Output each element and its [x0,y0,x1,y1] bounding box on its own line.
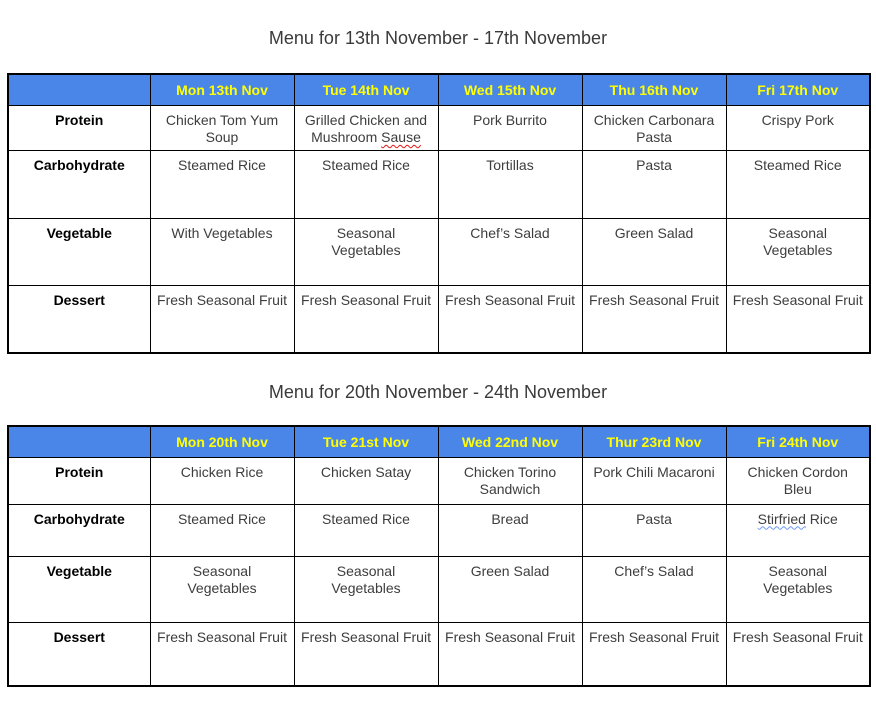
th-mon-13-nov[interactable]: Mon 13th Nov [150,74,294,106]
menu-table-week2 [7,425,871,688]
menu-cell[interactable]: Pasta [582,504,726,556]
menu-cell[interactable]: Fresh Seasonal Fruit [438,622,582,686]
th-thu-16-nov[interactable]: Thu 16th Nov [582,74,726,106]
menu-cell[interactable]: Fresh Seasonal Fruit [582,286,726,353]
th-mon-20-nov[interactable]: Mon 20th Nov [150,426,294,458]
row-label-dessert[interactable]: Dessert [8,622,150,686]
menu-cell[interactable]: Chicken Tom Yum Soup [150,106,294,151]
menu-cell[interactable]: Pork Chili Macaroni [582,457,726,504]
row-label-carbohydrate[interactable]: Carbohydrate [8,151,150,219]
menu-cell[interactable]: Crispy Pork [726,106,870,151]
menu-cell[interactable]: Chef’s Salad [582,556,726,622]
menu-cell[interactable] [726,504,870,556]
th-tue-21-nov[interactable]: Tue 21st Nov [294,426,438,458]
menu-cell[interactable]: Fresh Seasonal Fruit [294,622,438,686]
menu-cell[interactable]: Steamed Rice [150,151,294,219]
grammar-marked-word[interactable]: Stirfried [757,510,806,527]
menu-cell[interactable]: Chicken Carbonara Pasta [582,106,726,151]
row-label-protein[interactable]: Protein [8,106,150,151]
menu-cell[interactable] [294,106,438,151]
menu-cell[interactable]: Steamed Rice [726,151,870,219]
menu-title-week2[interactable]: Menu for 20th November - 24th November [268,381,608,402]
table-row-carbohydrate [8,151,870,219]
th-fri-17-nov[interactable]: Fri 17th Nov [726,74,870,106]
table-row-vegetable [8,556,870,622]
menu-cell[interactable]: Green Salad [582,219,726,286]
th-corner-empty[interactable] [8,426,150,458]
table-row-protein [8,106,870,151]
header-row-week2 [8,426,870,458]
th-tue-14-nov[interactable]: Tue 14th Nov [294,74,438,106]
header-row-week1 [8,74,870,106]
menu-cell[interactable]: Bread [438,504,582,556]
menu-cell[interactable]: Fresh Seasonal Fruit [438,286,582,353]
menu-cell[interactable]: Fresh Seasonal Fruit [726,286,870,353]
table-row-dessert [8,286,870,353]
menu-cell[interactable]: Pork Burrito [438,106,582,151]
document-page [0,26,876,687]
menu-cell[interactable]: Chef’s Salad [438,219,582,286]
table-row-vegetable [8,219,870,286]
menu-cell[interactable]: Chicken Rice [150,457,294,504]
menu-cell[interactable]: Green Salad [438,556,582,622]
row-label-vegetable[interactable]: Vegetable [8,219,150,286]
menu-cell[interactable]: Fresh Seasonal Fruit [582,622,726,686]
menu-cell[interactable]: Chicken Satay [294,457,438,504]
menu-cell[interactable]: Tortillas [438,151,582,219]
row-label-vegetable[interactable]: Vegetable [8,556,150,622]
table-row-dessert [8,622,870,686]
menu-cell[interactable]: Steamed Rice [294,151,438,219]
menu-cell[interactable]: Fresh Seasonal Fruit [294,286,438,353]
th-thur-23-nov[interactable]: Thur 23rd Nov [582,426,726,458]
menu-cell[interactable]: Pasta [582,151,726,219]
th-corner-empty[interactable] [8,74,150,106]
menu-cell[interactable]: With Vegetables [150,219,294,286]
menu-cell[interactable]: Seasonal Vegetables [726,219,870,286]
menu-cell[interactable]: Chicken Cordon Bleu [726,457,870,504]
row-label-carbohydrate[interactable]: Carbohydrate [8,504,150,556]
menu-cell[interactable]: Fresh Seasonal Fruit [150,286,294,353]
table-row-protein [8,457,870,504]
th-fri-24-nov[interactable]: Fri 24th Nov [726,426,870,458]
th-wed-15-nov[interactable]: Wed 15th Nov [438,74,582,106]
cell-text: Rice [805,510,838,527]
menu-cell[interactable]: Seasonal Vegetables [294,219,438,286]
menu-cell[interactable]: Seasonal Vegetables [294,556,438,622]
menu-cell[interactable]: Fresh Seasonal Fruit [726,622,870,686]
row-label-dessert[interactable]: Dessert [8,286,150,353]
table-row-carbohydrate [8,504,870,556]
menu-cell[interactable]: Chicken Torino Sandwich [438,457,582,504]
row-label-protein[interactable]: Protein [8,457,150,504]
menu-cell[interactable]: Seasonal Vegetables [726,556,870,622]
th-wed-22-nov[interactable]: Wed 22nd Nov [438,426,582,458]
menu-cell[interactable]: Steamed Rice [150,504,294,556]
misspelled-word[interactable]: Sause [381,129,421,145]
menu-table-week1 [7,73,871,354]
menu-cell[interactable]: Seasonal Vegetables [150,556,294,622]
menu-cell[interactable]: Steamed Rice [294,504,438,556]
menu-cell[interactable]: Fresh Seasonal Fruit [150,622,294,686]
cell-text: Grilled Chicken and Mushroom [304,112,428,145]
menu-title-week1[interactable]: Menu for 13th November - 17th November [268,28,608,48]
